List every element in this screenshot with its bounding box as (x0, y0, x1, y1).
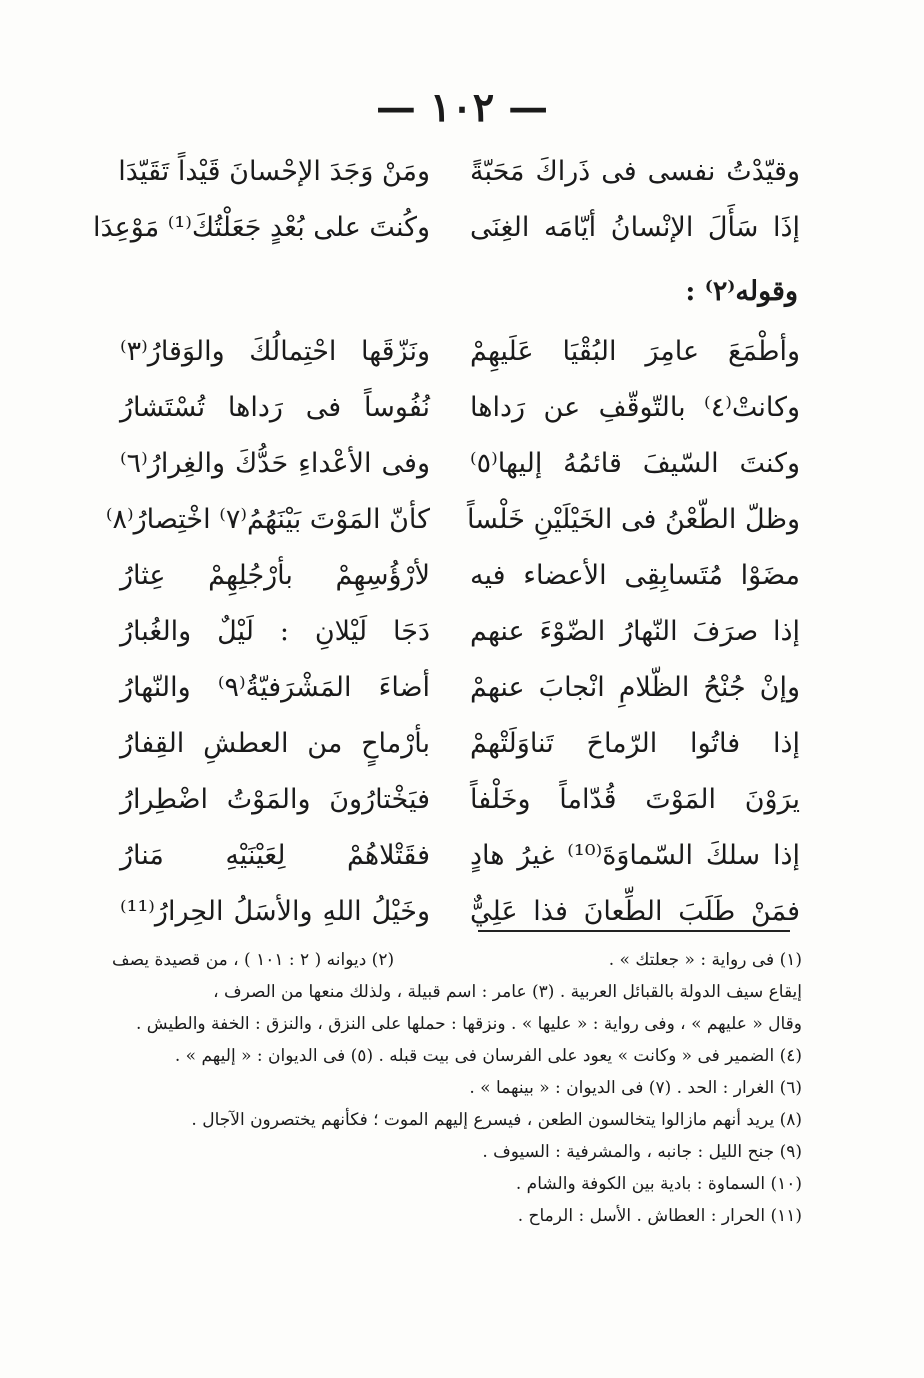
verse-line (120, 720, 800, 776)
verse-first-hemistich: وكانتْ⁽٤⁾ بالتّوقّفِ عن رَداها (470, 392, 800, 423)
footnote-line: إيقاع سيف الدولة بالقبائل العربية . (٣) عامر : اسم قبيلة ، ولذلك منعها من الصرف ، (213, 982, 802, 1002)
footnote-1: (١) فى رواية : « جعلتك » . (608, 950, 802, 970)
verse-line (105, 496, 800, 552)
footnote-line: (٨) يريد أنهم مازالوا يتخالسون الطعن ، فيسرع إليهم الموت ؛ فكأنهم يختصرون الآجال . (191, 1110, 802, 1130)
verse-block-b (105, 328, 800, 944)
verse-second-hemistich: وكُنتَ على بُعْدٍ جَعَلْتُكَ⁽¹⁾ مَوْعِدَا (92, 212, 430, 243)
verse-first-hemistich: مضَوْا مُتَسابِقِى الأعضاء فيه (470, 560, 800, 591)
verse-first-hemistich: وكنتَ السّيفَ قائمُهُ إليها⁽٥⁾ (470, 448, 800, 479)
verse-second-hemistich: فقَتْلاهُمْ لِعَيْنَيْهِ مَنارُ (120, 840, 430, 871)
verse-first-hemistich: وإنْ جُنْحُ الظّلامِ انْجابَ عنهمْ (470, 672, 800, 703)
verse-line (120, 608, 800, 664)
verse-line (120, 328, 800, 384)
verse-first-hemistich: وقيّدْتُ نفسى فى ذَراكَ مَحَبّةً (470, 156, 800, 187)
verse-first-hemistich: إذا صرَفَ النّهارُ الضّوْءَ عنهم (470, 616, 800, 647)
verse-second-hemistich: وفى الأعْداءِ حَدُّكَ والغِرارُ⁽٦⁾ (120, 448, 430, 479)
footnote-line: وقال « عليهم » ، وفى رواية : « عليها » . ونزقها : حملها على النزق ، والنزق : الخفة والطيش . (135, 1014, 802, 1034)
poem-intro: وقوله⁽٢⁾ : (685, 276, 798, 307)
verse-line (120, 384, 800, 440)
verse-first-hemistich: إذا فاتُوا الرّماحَ تَناوَلَتْهمْ (470, 728, 800, 759)
verse-first-hemistich: وظلّ الطّعْنُ فى الخَيْلَيْنِ خَلْساً (466, 504, 800, 535)
verse-first-hemistich: فمَنْ طَلَبَ الطِّعانَ فذا عَلِيٌّ (470, 896, 800, 927)
verse-second-hemistich: وخَيْلُ اللهِ والأسَلُ الحِرارُ⁽¹¹⁾ (120, 896, 430, 927)
verse-second-hemistich: أضاءَ المَشْرَفيّةُ⁽٩⁾ والنّهارُ (120, 672, 430, 703)
verse-line (120, 776, 800, 832)
footnote-line: (١١) الحرار : العطاش . الأسل : الرماح . (517, 1206, 802, 1226)
verse-second-hemistich: دَجَا لَيْلانِ : لَيْلٌ والغُبارُ (120, 616, 430, 647)
verse-second-hemistich: ونَزّقَها احْتِمالُكَ والوَقارُ⁽٣⁾ (120, 336, 430, 367)
verse-second-hemistich: نُفُوساً فى رَداها تُسْتَشارُ (120, 392, 430, 423)
footnotes (112, 944, 802, 1232)
verse-line (120, 552, 800, 608)
verse-line (120, 832, 800, 888)
verse-second-hemistich: فيَخْتارُونَ والمَوْتُ اضْطِرارُ (120, 784, 430, 815)
page-number: — ١٠٢ — (375, 84, 549, 131)
footnote-2: (٢) ديوانه ( ٢ : ١٠١ ) ، من قصيدة يصف (112, 950, 395, 970)
verse-first-hemistich: إذَا سَأَلَ الإنْسانُ أيّامَه الغِنَى (470, 212, 800, 243)
verse-line (92, 204, 800, 260)
verse-second-hemistich: كأنّ المَوْتَ بَيْنَهُمُ⁽٧⁾ اخْتِصارُ⁽٨⁾ (105, 504, 430, 535)
footnote-line (112, 944, 802, 976)
verse-second-hemistich: لأرْؤُسِهِمْ بأرْجُلِهِمْ عِثارُ (120, 560, 430, 591)
verse-line (120, 664, 800, 720)
verse-second-hemistich: ومَنْ وَجَدَ الإحْسانَ قَيْداً تَقَيّدَا (118, 156, 430, 187)
footnote-line: (٦) الغرار : الحد . (٧) فى الديوان : « بينهما » . (469, 1078, 802, 1098)
verse-first-hemistich: إذا سلكَ السّماوَةَ⁽¹⁰⁾ غيرُ هادٍ (470, 840, 800, 871)
verse-first-hemistich: يرَوْنَ المَوْتَ قُدّاماً وخَلْفاً (470, 784, 800, 815)
footnote-line: (١٠) السماوة : بادية بين الكوفة والشام . (515, 1174, 802, 1194)
verse-second-hemistich: بأرْماحٍ من العطشِ القِفارُ (120, 728, 430, 759)
verse-first-hemistich: وأطْمَعَ عامِرَ البُقْيَا عَلَيهِمْ (470, 336, 800, 367)
verse-block-a (92, 148, 800, 260)
verse-line (120, 888, 800, 944)
footnote-line: (٩) جنح الليل : جانبه ، والمشرفية : السيوف . (482, 1142, 802, 1162)
verse-line (120, 148, 800, 204)
footnote-line: (٤) الضمير فى « وكانت » يعود على الفرسان فى بيت قبله . (٥) فى الديوان : « إليهم » . (174, 1046, 802, 1066)
footnote-divider (478, 930, 790, 932)
verse-line (120, 440, 800, 496)
